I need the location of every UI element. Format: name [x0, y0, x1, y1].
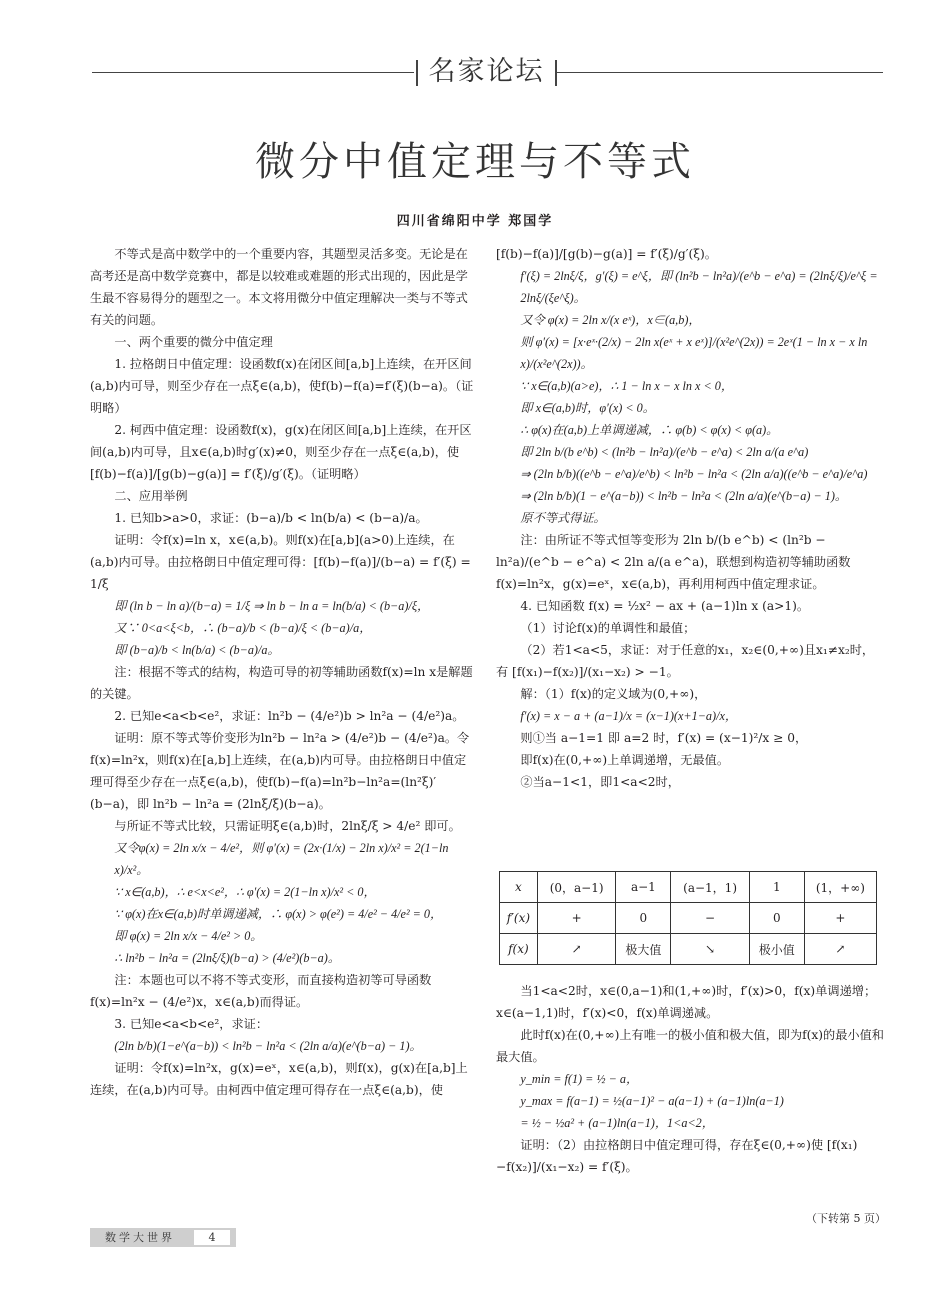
monotonicity-table: [499, 871, 877, 965]
paragraph: 2. 柯西中值定理：设函数f(x)，g(x)在闭区间[a,b]上连续，在开区间(a,b)内可导，且x∈(a,b)时g′(x)≠0，则至少存在一点ξ∈(a,b)，使[f(b)−f(a)]/[g(b)−g(a)] = f′(ξ)/g′(ξ)。（证明略）: [90, 423, 472, 481]
table-cell: −: [671, 903, 750, 934]
paragraph: 又∵ 0<a<ξ<b，∴ (b−a)/b < (b−a)/ξ < (b−a)/a，: [114, 621, 372, 635]
table-cell: x: [500, 872, 538, 903]
paragraph: ∵ x∈(a,b)(a>e)，∴ 1 − ln x − x ln x < 0，: [520, 379, 734, 393]
paragraph: ⇒ (2ln b/b)(1 − e^(a−b)) < ln²b − ln²a < (2ln a/a)(e^(b−a) − 1)。: [520, 489, 848, 503]
paragraph: 证明：（2）由拉格朗日中值定理可得，存在ξ∈(0,+∞)使 [f(x₁)−f(x₂)]/(x₁−x₂) = f′(ξ)。: [496, 1138, 858, 1174]
table-row: [500, 903, 877, 934]
table-cell: +: [804, 903, 876, 934]
table-cell: ↗: [804, 934, 876, 965]
table-cell: f′(x): [500, 903, 538, 934]
continued-note: （下转第 5 页）: [806, 1212, 886, 1225]
paragraph: [f(b)−f(a)]/[g(b)−g(a)] = f′(ξ)/g′(ξ)。: [496, 247, 717, 261]
table-cell: a−1: [616, 872, 671, 903]
paragraph: （1）讨论f(x)的单调性和最值；: [520, 621, 696, 635]
table-row: [500, 934, 877, 965]
header-bar-right: [555, 60, 557, 86]
table-row: [500, 872, 877, 903]
right-column: [496, 243, 886, 793]
table-cell: f(x): [500, 934, 538, 965]
paragraph: 又令 φ(x) = 2ln x/(x eˣ)，x∈(a,b)，: [520, 313, 701, 327]
paragraph: 二、应用举例: [114, 489, 188, 503]
paragraph: ②当a−1<1，即1<a<2时，: [520, 775, 680, 789]
paragraph: 一、两个重要的微分中值定理: [114, 335, 273, 349]
paragraph: 4. 已知函数 f(x) = ½x² − ax + (a−1)ln x (a>1)。: [520, 599, 810, 613]
paragraph: = ½ − ½a² + (a−1)ln(a−1)，1<a<2，: [520, 1116, 714, 1130]
paragraph: 即 x∈(a,b)时，φ′(x) < 0。: [520, 401, 655, 415]
paragraph: ∵ x∈(a,b)，∴ e<x<e²，∴ φ′(x) = 2(1−ln x)/x² < 0，: [114, 885, 376, 899]
paragraph: 注：本题也可以不将不等式变形，而直接构造初等可导函数f(x)=ln²x − (4/e²)x，x∈(a,b)而得证。: [90, 973, 432, 1009]
paragraph: y_max = f(a−1) = ½(a−1)² − a(a−1) + (a−1)ln(a−1): [520, 1094, 784, 1108]
paragraph: 原不等式得证。: [520, 511, 606, 525]
paragraph: 此时f(x)在(0,+∞)上有唯一的极小值和极大值，即为f(x)的最小值和最大值。: [496, 1028, 884, 1064]
paragraph: 当1<a<2时，x∈(0,a−1)和(1,+∞)时，f′(x)>0，f(x)单调递增；x∈(a−1,1)时，f′(x)<0，f(x)单调递减。: [496, 984, 877, 1020]
paragraph: 证明：原不等式等价变形为ln²b − ln²a > (4/e²)b − (4/e²)a。令f(x)=ln²x，则f(x)在[a,b]上连续，在(a,b)内可导。由拉格朗日中值定理可得至少存在一点ξ∈(a,b)，使f(b)−f(a)=ln²b−ln²a=(ln²ξ)′(b−a)，即 ln²b − ln²a = (2lnξ/ξ)(b−a)。: [90, 731, 470, 811]
paragraph: y_min = f(1) = ½ − a，: [520, 1072, 639, 1086]
paragraph: 即 2ln b/(b e^b) < (ln²b − ln²a)/(e^b − e^a) < 2ln a/(a e^a): [520, 445, 809, 459]
paragraph: 注：由所证不等式恒等变形为 2ln b/(b e^b) < (ln²b − ln²a)/(e^b − e^a) < 2ln a/(a e^a)，联想到构造初等辅助函数f(x)=ln²x，g(x)=eˣ，x∈(a,b)，再利用柯西中值定理求证。: [496, 533, 851, 591]
paragraph: 即 (b−a)/b < ln(b/a) < (b−a)/a。: [114, 643, 280, 657]
paragraph: (2ln b/b)(1−e^(a−b)) < ln²b − ln²a < (2ln a/a)(e^(b−a) − 1)。: [114, 1039, 422, 1053]
article-title: 微分中值定理与不等式: [255, 139, 695, 185]
paragraph: f′(ξ) = 2lnξ/ξ，g′(ξ) = e^ξ，即 (ln²b − ln²a)/(e^b − e^a) = (2lnξ/ξ)/e^ξ = 2lnξ/(ξe^ξ)。: [520, 269, 878, 305]
author-line: 四川省绵阳中学 郑国学: [396, 214, 554, 229]
paragraph: ∴ φ(x)在(a,b)上单调递减，∴ φ(b) < φ(x) < φ(a)。: [520, 423, 779, 437]
paragraph: 与所证不等式比较，只需证明ξ∈(a,b)时，2lnξ/ξ > 4/e² 即可。: [114, 819, 461, 833]
paragraph: 即f(x)在(0,+∞)上单调递增，无最值。: [520, 753, 730, 767]
paragraph: ∵ φ(x)在x∈(a,b)时单调递减，∴ φ(x) > φ(e²) = 4/e² − 4/e² = 0，: [114, 907, 443, 921]
paragraph: 证明：令f(x)=ln²x，g(x)=eˣ，x∈(a,b)，则f(x)，g(x)在[a,b]上连续，在(a,b)内可导。由柯西中值定理可得存在一点ξ∈(a,b)，使: [90, 1061, 468, 1097]
paragraph: 不等式是高中数学中的一个重要内容，其题型灵活多变。无论是在高考还是高中数学竞赛中，都是以较难或难题的形式出现的，因此是学生最不容易得分的题型之一。本文将用微分中值定理解决一类与不等式有关的问题。: [90, 247, 468, 327]
page-number: 4: [194, 1230, 230, 1245]
table-cell: +: [537, 903, 616, 934]
paragraph: ∴ ln²b − ln²a = (2lnξ/ξ)(b−a) > (4/e²)(b−a)。: [114, 951, 341, 965]
paragraph: 2. 已知e<a<b<e²，求证：ln²b − (4/e²)b > ln²a − (4/e²)a。: [114, 709, 465, 723]
table-cell: 0: [616, 903, 671, 934]
journal-name: 数学大世界: [105, 1231, 175, 1244]
paragraph: 则 φ′(x) = [x·eˣ·(2/x) − 2ln x(eˣ + x eˣ)]/(x²e^(2x)) = 2eˣ(1 − ln x − x ln x)/(x²e^(2x))。: [520, 335, 868, 371]
paragraph: 即 (ln b − ln a)/(b−a) = 1/ξ ⇒ ln b − ln a = ln(b/a) < (b−a)/ξ，: [114, 599, 430, 613]
table-cell: (0，a−1): [537, 872, 616, 903]
paragraph: 1. 已知b>a>0，求证：(b−a)/b < ln(b/a) < (b−a)/a。: [114, 511, 428, 525]
table-cell: ↗: [537, 934, 616, 965]
paragraph: 3. 已知e<a<b<e²，求证：: [114, 1017, 269, 1031]
paragraph: 注：根据不等式的结构，构造可导的初等辅助函数f(x)=ln x是解题的关键。: [90, 665, 473, 701]
paragraph: 则①当 a−1=1 即 a=2 时，f′(x) = (x−1)²/x ≥ 0，: [520, 731, 808, 745]
paragraph: 证明：令f(x)=ln x，x∈(a,b)。则f(x)在[a,b](a>0)上连续，在(a,b)内可导。由拉格朗日中值定理可得：[f(b)−f(a)]/(b−a) = f′(ξ) = 1/ξ: [90, 533, 471, 591]
paragraph: 即 φ(x) = 2ln x/x − 4/e² > 0。: [114, 929, 263, 943]
table-cell: 极大值: [616, 934, 671, 965]
header-rule-right: [557, 72, 883, 73]
paragraph: 又令φ(x) = 2ln x/x − 4/e²，则 φ′(x) = (2x·(1/x) − 2ln x)/x² = 2(1−ln x)/x²。: [114, 841, 449, 877]
right-column-continued: [496, 980, 886, 1178]
footer-badge: [90, 1228, 236, 1247]
paragraph: 1. 拉格朗日中值定理：设函数f(x)在闭区间[a,b]上连续，在开区间(a,b)内可导，则至少存在一点ξ∈(a,b)，使f(b)−f(a)=f′(ξ)(b−a)。（证明略）: [90, 357, 474, 415]
header-rule-left: [92, 72, 414, 73]
table-cell: ↘: [671, 934, 750, 965]
paragraph: ⇒ (2ln b/b)((e^b − e^a)/e^b) < ln²b − ln²a < (2ln a/a)((e^b − e^a)/e^a): [520, 467, 868, 481]
column-label: 名家论坛: [428, 56, 545, 87]
left-column: [90, 243, 476, 1101]
header-bar-left: [416, 60, 418, 86]
table-cell: (1，+∞): [804, 872, 876, 903]
table-cell: (a−1，1): [671, 872, 750, 903]
table-cell: 1: [749, 872, 804, 903]
paragraph: （2）若1<a<5，求证：对于任意的x₁，x₂∈(0,+∞)且x₁≠x₂时，有 [f(x₁)−f(x₂)]/(x₁−x₂) > −1。: [496, 643, 875, 679]
table-cell: 0: [749, 903, 804, 934]
paragraph: 解：（1）f(x)的定义域为(0,+∞)，: [520, 687, 707, 701]
paragraph: f′(x) = x − a + (a−1)/x = (x−1)(x+1−a)/x，: [520, 709, 738, 723]
table-cell: 极小值: [749, 934, 804, 965]
